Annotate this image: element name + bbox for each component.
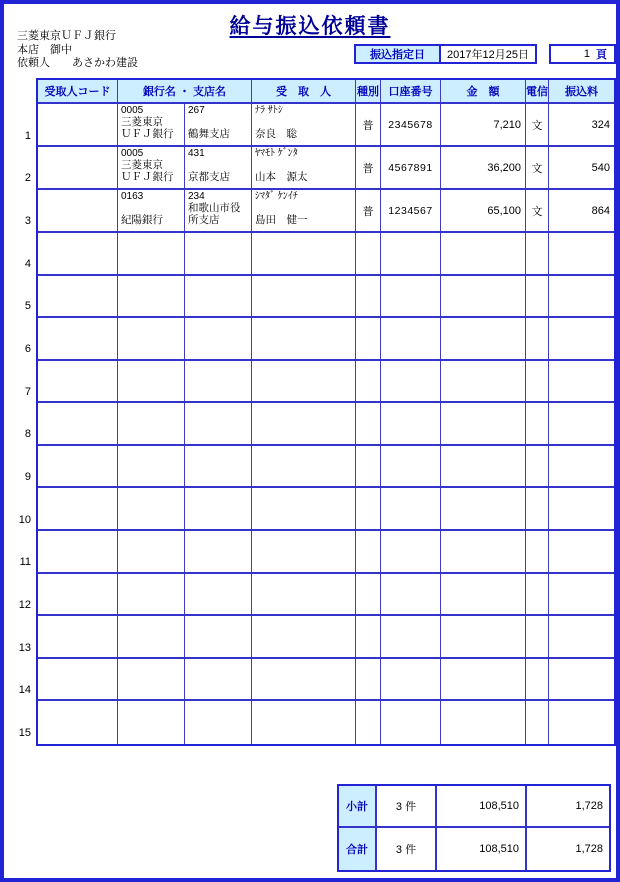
- summary-amount: 108,510: [437, 786, 527, 826]
- cell-fee: [549, 446, 614, 487]
- transfer-date-box: [354, 44, 537, 64]
- row-number: 14: [18, 684, 31, 697]
- cell-branch: [185, 488, 252, 529]
- cell-deposit-type: [356, 403, 381, 444]
- column-header-wire: 電信: [526, 80, 549, 102]
- bank-name-line: ＵＦＪ銀行: [121, 128, 174, 140]
- recipient-kana: [255, 702, 354, 713]
- summary-row-subtotal: [339, 786, 609, 828]
- cell-account-number: 4567891: [381, 147, 441, 188]
- cell-recipient-code: [38, 616, 118, 657]
- cell-account-number: [381, 446, 441, 487]
- recipient-name: 島田 健一: [255, 214, 308, 226]
- table-row: [38, 531, 614, 574]
- cell-account-number: [381, 531, 441, 572]
- cell-wire: [526, 361, 549, 402]
- branch-code: 431: [188, 148, 205, 159]
- cell-branch: [185, 659, 252, 700]
- cell-branch: [185, 233, 252, 274]
- cell-amount: [441, 403, 526, 444]
- cell-bank: [118, 190, 185, 231]
- cell-recipient-code: [38, 403, 118, 444]
- table-row: [38, 190, 614, 233]
- bank-name-line: 紀陽銀行: [121, 214, 163, 226]
- row-number: 11: [19, 556, 31, 569]
- page-number: 1: [583, 48, 590, 60]
- column-header-amount: 金 額: [441, 80, 526, 102]
- recipient-bank-name: 三菱東京ＵＦＪ銀行: [17, 30, 116, 42]
- cell-fee: 864: [591, 204, 610, 217]
- cell-bank: [118, 701, 185, 744]
- summary-label: 合計: [339, 828, 377, 870]
- client-line: 依頼人 あさかわ建設: [17, 57, 138, 69]
- bank-code: [121, 447, 183, 458]
- cell-deposit-type: [356, 361, 381, 402]
- cell-recipient: [252, 104, 356, 145]
- cell-account-number: 1234567: [381, 190, 441, 231]
- cell-bank: [118, 659, 185, 700]
- cell-recipient: [252, 574, 356, 615]
- cell-account-number: [381, 659, 441, 700]
- cell-deposit-type: [356, 488, 381, 529]
- cell-account-number: 2345678: [381, 104, 441, 145]
- cell-recipient: [252, 659, 356, 700]
- cell-recipient: [252, 147, 356, 188]
- row-number: 13: [18, 641, 31, 654]
- cell-branch: [185, 403, 252, 444]
- summary-amount: 108,510: [437, 828, 527, 870]
- recipient-kana: [255, 447, 354, 458]
- row-number: 12: [18, 599, 31, 611]
- branch-code: [188, 660, 250, 671]
- cell-wire: 文: [526, 190, 549, 231]
- cell-amount: [441, 276, 526, 317]
- cell-wire: [526, 403, 549, 444]
- cell-fee: [549, 403, 614, 444]
- row-number: 5: [24, 300, 31, 313]
- recipient-kana: [255, 404, 354, 415]
- cell-account-number: [381, 701, 441, 744]
- table-row: [38, 659, 614, 702]
- cell-amount: [441, 616, 526, 657]
- bank-name-line: ＵＦＪ銀行: [121, 171, 174, 183]
- cell-branch: [185, 701, 252, 744]
- cell-recipient: [252, 488, 356, 529]
- bank-code: [121, 702, 183, 713]
- cell-wire: [526, 531, 549, 572]
- cell-recipient-code: [38, 361, 118, 402]
- row-number: 1: [24, 129, 31, 142]
- bank-code: [121, 617, 183, 628]
- cell-recipient: [252, 276, 356, 317]
- cell-fee: 540: [591, 161, 610, 174]
- cell-account-number: [381, 403, 441, 444]
- cell-recipient: [252, 531, 356, 572]
- row-number: 6: [24, 343, 31, 355]
- branch-code: 267: [188, 105, 205, 116]
- column-header-account-number: 口座番号: [381, 80, 441, 102]
- table-row: [38, 574, 614, 617]
- transfer-date-value: 2017年12月25日: [447, 49, 529, 61]
- summary-label: 小計: [339, 786, 377, 826]
- cell-bank: [118, 403, 185, 444]
- cell-recipient-code: [38, 446, 118, 487]
- branch-code: [188, 702, 250, 713]
- bank-code: [121, 575, 183, 586]
- row-number: 4: [24, 257, 31, 270]
- cell-account-number: [381, 361, 441, 402]
- cell-wire: [526, 659, 549, 700]
- table-row: [38, 616, 614, 659]
- cell-deposit-type: [356, 701, 381, 744]
- bank-name-line: 三菱東京: [121, 116, 163, 128]
- cell-bank: [118, 574, 185, 615]
- cell-amount: [441, 233, 526, 274]
- column-header-deposit-type: 種別: [356, 80, 381, 102]
- cell-recipient-code: [38, 701, 118, 744]
- row-number: 8: [24, 428, 31, 441]
- cell-bank: [118, 531, 185, 572]
- cell-recipient-code: [38, 531, 118, 572]
- bank-name: [121, 159, 183, 183]
- cell-deposit-type: 普: [356, 104, 381, 145]
- transfer-date-label: 振込指定日: [356, 46, 441, 62]
- table-row: [38, 701, 614, 744]
- cell-recipient-code: [38, 574, 118, 615]
- summary-row-total: [339, 828, 609, 870]
- cell-recipient-code: [38, 233, 118, 274]
- cell-amount: [441, 659, 526, 700]
- cell-fee: [549, 488, 614, 529]
- branch-code: [188, 532, 250, 543]
- bank-name-line: 三菱東京: [121, 159, 163, 171]
- cell-account-number: [381, 318, 441, 359]
- table-row: [38, 233, 614, 276]
- cell-wire: [526, 276, 549, 317]
- column-header-recipient-code: 受取人コード: [38, 80, 118, 102]
- recipient-kana: ﾅﾗ ｻﾄｼ: [255, 105, 283, 116]
- cell-deposit-type: 普: [356, 147, 381, 188]
- cell-deposit-type: [356, 318, 381, 359]
- cell-branch: [185, 446, 252, 487]
- cell-branch: [185, 531, 252, 572]
- cell-bank: [118, 361, 185, 402]
- table-row: [38, 276, 614, 319]
- row-number: 2: [24, 172, 31, 185]
- cell-recipient-code: [38, 659, 118, 700]
- recipient-kana: [255, 362, 354, 373]
- cell-branch: [185, 574, 252, 615]
- cell-bank: [118, 446, 185, 487]
- cell-bank: [118, 147, 185, 188]
- cell-amount: 7,210: [441, 104, 526, 145]
- branch-code: [188, 319, 250, 330]
- table-header-row: [38, 80, 614, 104]
- bank-code: [121, 234, 183, 245]
- cell-wire: 文: [526, 147, 549, 188]
- table-row: [38, 446, 614, 489]
- branch-code: 234: [188, 191, 205, 202]
- branch-name: 和歌山市役所支店: [188, 202, 241, 226]
- cell-wire: [526, 233, 549, 274]
- table-row: [38, 318, 614, 361]
- cell-deposit-type: [356, 446, 381, 487]
- table-row: [38, 147, 614, 190]
- branch-code: [188, 617, 250, 628]
- cell-fee: [549, 574, 614, 615]
- cell-amount: [441, 446, 526, 487]
- cell-fee: [549, 659, 614, 700]
- cell-recipient-code: [38, 318, 118, 359]
- cell-wire: [526, 446, 549, 487]
- cell-recipient-code: [38, 147, 118, 188]
- page-number-box: [549, 44, 616, 64]
- summary-count: 3 件: [377, 828, 437, 870]
- summary-fee: 1,728: [575, 843, 603, 855]
- cell-fee: [549, 318, 614, 359]
- cell-fee: [549, 531, 614, 572]
- column-header-transfer-fee: 振込料: [565, 86, 598, 98]
- cell-recipient-code: [38, 488, 118, 529]
- branch-name: 鶴舞支店: [188, 128, 230, 140]
- row-number: 10: [18, 513, 31, 526]
- row-number: 3: [24, 215, 31, 227]
- bank-code: 0005: [121, 105, 144, 116]
- cell-fee: [549, 276, 614, 317]
- row-number: 9: [24, 471, 31, 483]
- cell-bank: [118, 233, 185, 274]
- summary-table: [337, 784, 611, 872]
- bank-code: [121, 489, 183, 500]
- cell-wire: [526, 701, 549, 744]
- cell-wire: [526, 574, 549, 615]
- recipient-kana: [255, 277, 354, 288]
- cell-branch: [185, 361, 252, 402]
- cell-fee: [549, 361, 614, 402]
- cell-amount: [441, 531, 526, 572]
- cell-bank: [118, 318, 185, 359]
- branch-code: [188, 447, 250, 458]
- cell-recipient: [252, 190, 356, 231]
- table-row: [38, 403, 614, 446]
- recipient-kana: [255, 319, 354, 330]
- bank-code: [121, 660, 183, 671]
- bank-code: [121, 319, 183, 330]
- cell-branch: [185, 104, 252, 145]
- cell-branch: [185, 318, 252, 359]
- cell-fee: 324: [591, 118, 610, 131]
- page-unit-label: 頁: [596, 49, 607, 61]
- cell-branch: [185, 616, 252, 657]
- cell-account-number: [381, 616, 441, 657]
- cell-account-number: [381, 574, 441, 615]
- row-number: 7: [24, 385, 31, 398]
- cell-amount: [441, 488, 526, 529]
- cell-wire: [526, 318, 549, 359]
- recipient-name: 山本 源太: [255, 171, 308, 183]
- cell-bank: [118, 488, 185, 529]
- recipient-name: 奈良 聡: [255, 128, 297, 140]
- branch-code: [188, 575, 250, 586]
- cell-recipient: [252, 403, 356, 444]
- recipient-kana: ﾔﾏﾓﾄ ｹﾞﾝﾀ: [255, 148, 298, 159]
- cell-deposit-type: [356, 574, 381, 615]
- branch-name: 京都支店: [188, 171, 230, 183]
- cell-recipient: [252, 361, 356, 402]
- cell-account-number: [381, 233, 441, 274]
- column-header-recipient-name: 受 取 人: [252, 80, 356, 102]
- recipient-branch-line: 本店 御中: [17, 43, 72, 56]
- bank-code: 0005: [121, 148, 144, 159]
- recipient-kana: [255, 489, 354, 500]
- table-row: [38, 104, 614, 147]
- table-row: [38, 488, 614, 531]
- cell-wire: [526, 488, 549, 529]
- summary-fee: 1,728: [575, 800, 603, 812]
- bank-code: [121, 277, 183, 288]
- cell-account-number: [381, 276, 441, 317]
- recipient-kana: [255, 532, 354, 543]
- cell-amount: 65,100: [441, 190, 526, 231]
- cell-amount: [441, 701, 526, 744]
- recipient-kana: ｼﾏﾀﾞ ｹﾝｲﾁ: [255, 191, 298, 202]
- bank-code: [121, 532, 183, 543]
- page-title: 給与振込依頼書: [229, 15, 391, 38]
- cell-recipient-code: [38, 190, 118, 231]
- cell-branch: [185, 190, 252, 231]
- cell-wire: 文: [526, 104, 549, 145]
- column-header-bank-branch-name: 銀行名 ・ 支店名: [118, 80, 252, 102]
- bank-name: [121, 214, 183, 226]
- bank-code: [121, 404, 183, 415]
- cell-amount: [441, 361, 526, 402]
- cell-amount: 36,200: [441, 147, 526, 188]
- bank-code: 0163: [121, 191, 144, 202]
- bank-code: [121, 362, 183, 373]
- cell-recipient: [252, 446, 356, 487]
- cell-deposit-type: 普: [356, 190, 381, 231]
- cell-deposit-type: [356, 659, 381, 700]
- cell-fee: [549, 701, 614, 744]
- cell-branch: [185, 276, 252, 317]
- cell-fee: [549, 233, 614, 274]
- cell-recipient: [252, 233, 356, 274]
- recipient-kana: [255, 234, 354, 245]
- row-number: 15: [18, 727, 31, 739]
- cell-recipient-code: [38, 276, 118, 317]
- cell-recipient: [252, 616, 356, 657]
- cell-account-number: [381, 488, 441, 529]
- branch-code: [188, 404, 250, 415]
- table-body: [38, 104, 614, 744]
- recipient-kana: [255, 575, 354, 586]
- branch-code: [188, 234, 250, 245]
- cell-deposit-type: [356, 531, 381, 572]
- addressee-block: [17, 30, 138, 71]
- cell-recipient-code: [38, 104, 118, 145]
- cell-bank: [118, 276, 185, 317]
- summary-count: 3 件: [377, 786, 437, 826]
- transfer-detail-table: [36, 78, 616, 746]
- recipient-kana: [255, 617, 354, 628]
- cell-amount: [441, 318, 526, 359]
- cell-wire: [526, 616, 549, 657]
- cell-deposit-type: [356, 616, 381, 657]
- cell-deposit-type: [356, 276, 381, 317]
- cell-amount: [441, 574, 526, 615]
- cell-deposit-type: [356, 233, 381, 274]
- cell-bank: [118, 616, 185, 657]
- cell-bank: [118, 104, 185, 145]
- recipient-kana: [255, 660, 354, 671]
- branch-code: [188, 277, 250, 288]
- cell-recipient: [252, 318, 356, 359]
- cell-fee: [549, 616, 614, 657]
- table-row: [38, 361, 614, 404]
- branch-code: [188, 489, 250, 500]
- cell-branch: [185, 147, 252, 188]
- branch-code: [188, 362, 250, 373]
- cell-recipient: [252, 701, 356, 744]
- bank-name: [121, 116, 183, 140]
